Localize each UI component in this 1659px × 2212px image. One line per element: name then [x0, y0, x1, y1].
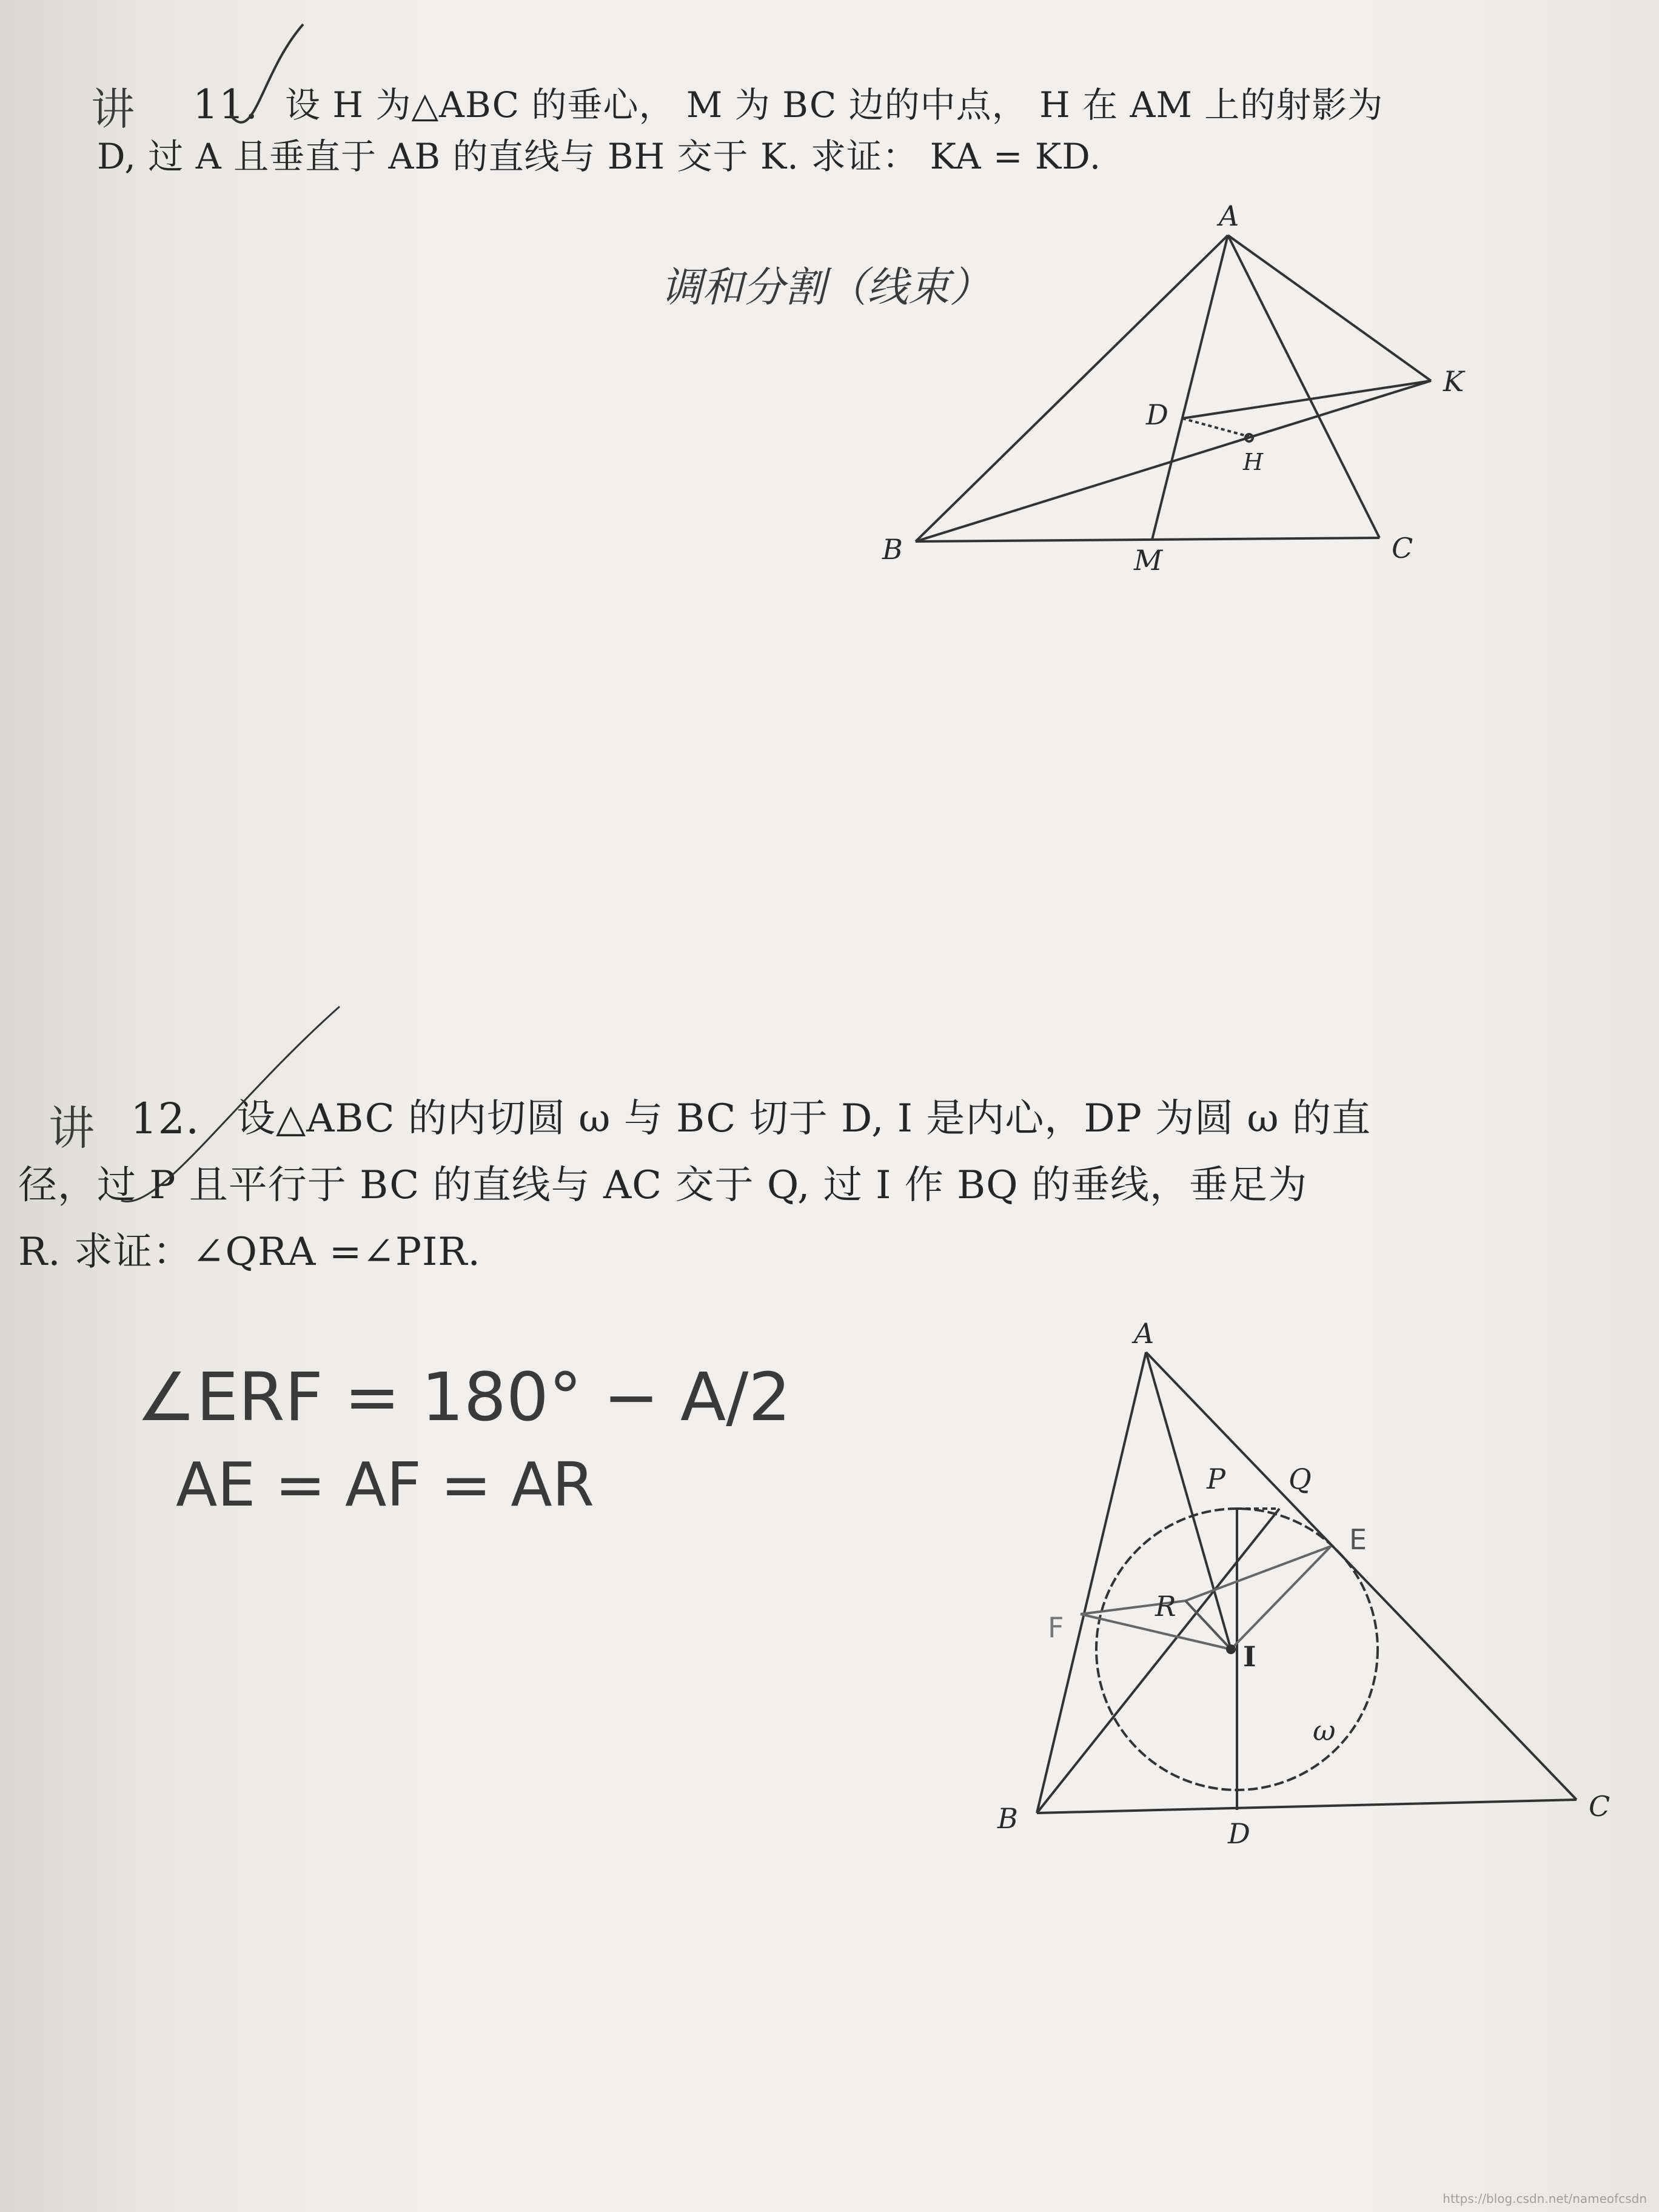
fig12-label-R: R [1155, 1590, 1176, 1623]
fig11-line-BK [916, 381, 1431, 541]
fig12-point-I [1227, 1646, 1235, 1653]
fig11-label-D: D [1146, 398, 1168, 431]
fig12-label-omega: ω [1313, 1714, 1336, 1747]
fig12-label-I: I [1243, 1640, 1256, 1673]
fig11-label-A: A [1219, 199, 1239, 232]
fig11-side-AC [1228, 235, 1379, 538]
fig12-label-B: B [997, 1802, 1018, 1835]
fig12-label-Q: Q [1289, 1463, 1312, 1495]
p12-check-mark [121, 1007, 340, 1202]
fig11-median-AM [1152, 235, 1228, 540]
p12-margin-mark: 讲 [49, 1101, 95, 1155]
fig11-label-M: M [1134, 544, 1163, 577]
watermark: https://blog.csdn.net/nameofcsdn [1443, 2191, 1647, 2206]
fig11-line-DK [1182, 381, 1431, 418]
p12-line1: 设△ABC 的内切圆 ω 与 BC 切于 D, I 是内心，DP 为圆 ω 的直 [236, 1096, 1371, 1141]
figure-11 [916, 235, 1431, 541]
p12-number: 12. [130, 1094, 200, 1144]
fig12-label-P: P [1207, 1463, 1225, 1495]
fig12-label-A: A [1134, 1317, 1155, 1350]
p12-handwritten-line1: ∠ERF = 180° − A/2 [136, 1358, 791, 1436]
p11-line2: D, 过 A 且垂直于 AB 的直线与 BH 交于 K. 求证： KA = KD. [97, 136, 1102, 177]
fig12-label-F: F [1048, 1611, 1064, 1644]
p12-line2: 径，过 P 且平行于 BC 的直线与 AC 交于 Q, 过 I 作 BQ 的垂线，垂足为 [18, 1163, 1307, 1208]
p12-handwritten-line2: AE = AF = AR [176, 1449, 595, 1520]
fig12-label-D: D [1228, 1817, 1250, 1850]
p11-handwritten-note: 调和分割（线束） [661, 264, 991, 312]
figure-12 [1037, 1352, 1577, 1813]
p11-number: 11. [193, 81, 258, 128]
fig12-side-BC [1037, 1800, 1577, 1813]
fig11-label-H: H [1243, 449, 1264, 475]
fig11-label-C: C [1392, 532, 1413, 565]
p11-check-mark [230, 24, 303, 122]
fig12-label-C: C [1589, 1790, 1610, 1823]
fig11-side-BC [916, 538, 1379, 541]
fig12-line-RE [1185, 1546, 1331, 1601]
fig11-line-DH [1182, 418, 1249, 437]
fig12-line-IE [1231, 1546, 1331, 1649]
fig11-label-K: K [1443, 365, 1464, 398]
fig11-side-AB [916, 235, 1228, 541]
p11-line1: 设 H 为△ABC 的垂心， M 为 BC 边的中点， H 在 AM 上的射影为 [285, 84, 1384, 126]
p11-margin-mark: 讲 [91, 84, 135, 135]
p12-line3: R. 求证：∠QRA =∠PIR. [18, 1230, 481, 1275]
fig11-label-B: B [882, 533, 903, 566]
fig12-label-E: E [1349, 1523, 1367, 1556]
fig11-line-AK [1228, 235, 1431, 381]
